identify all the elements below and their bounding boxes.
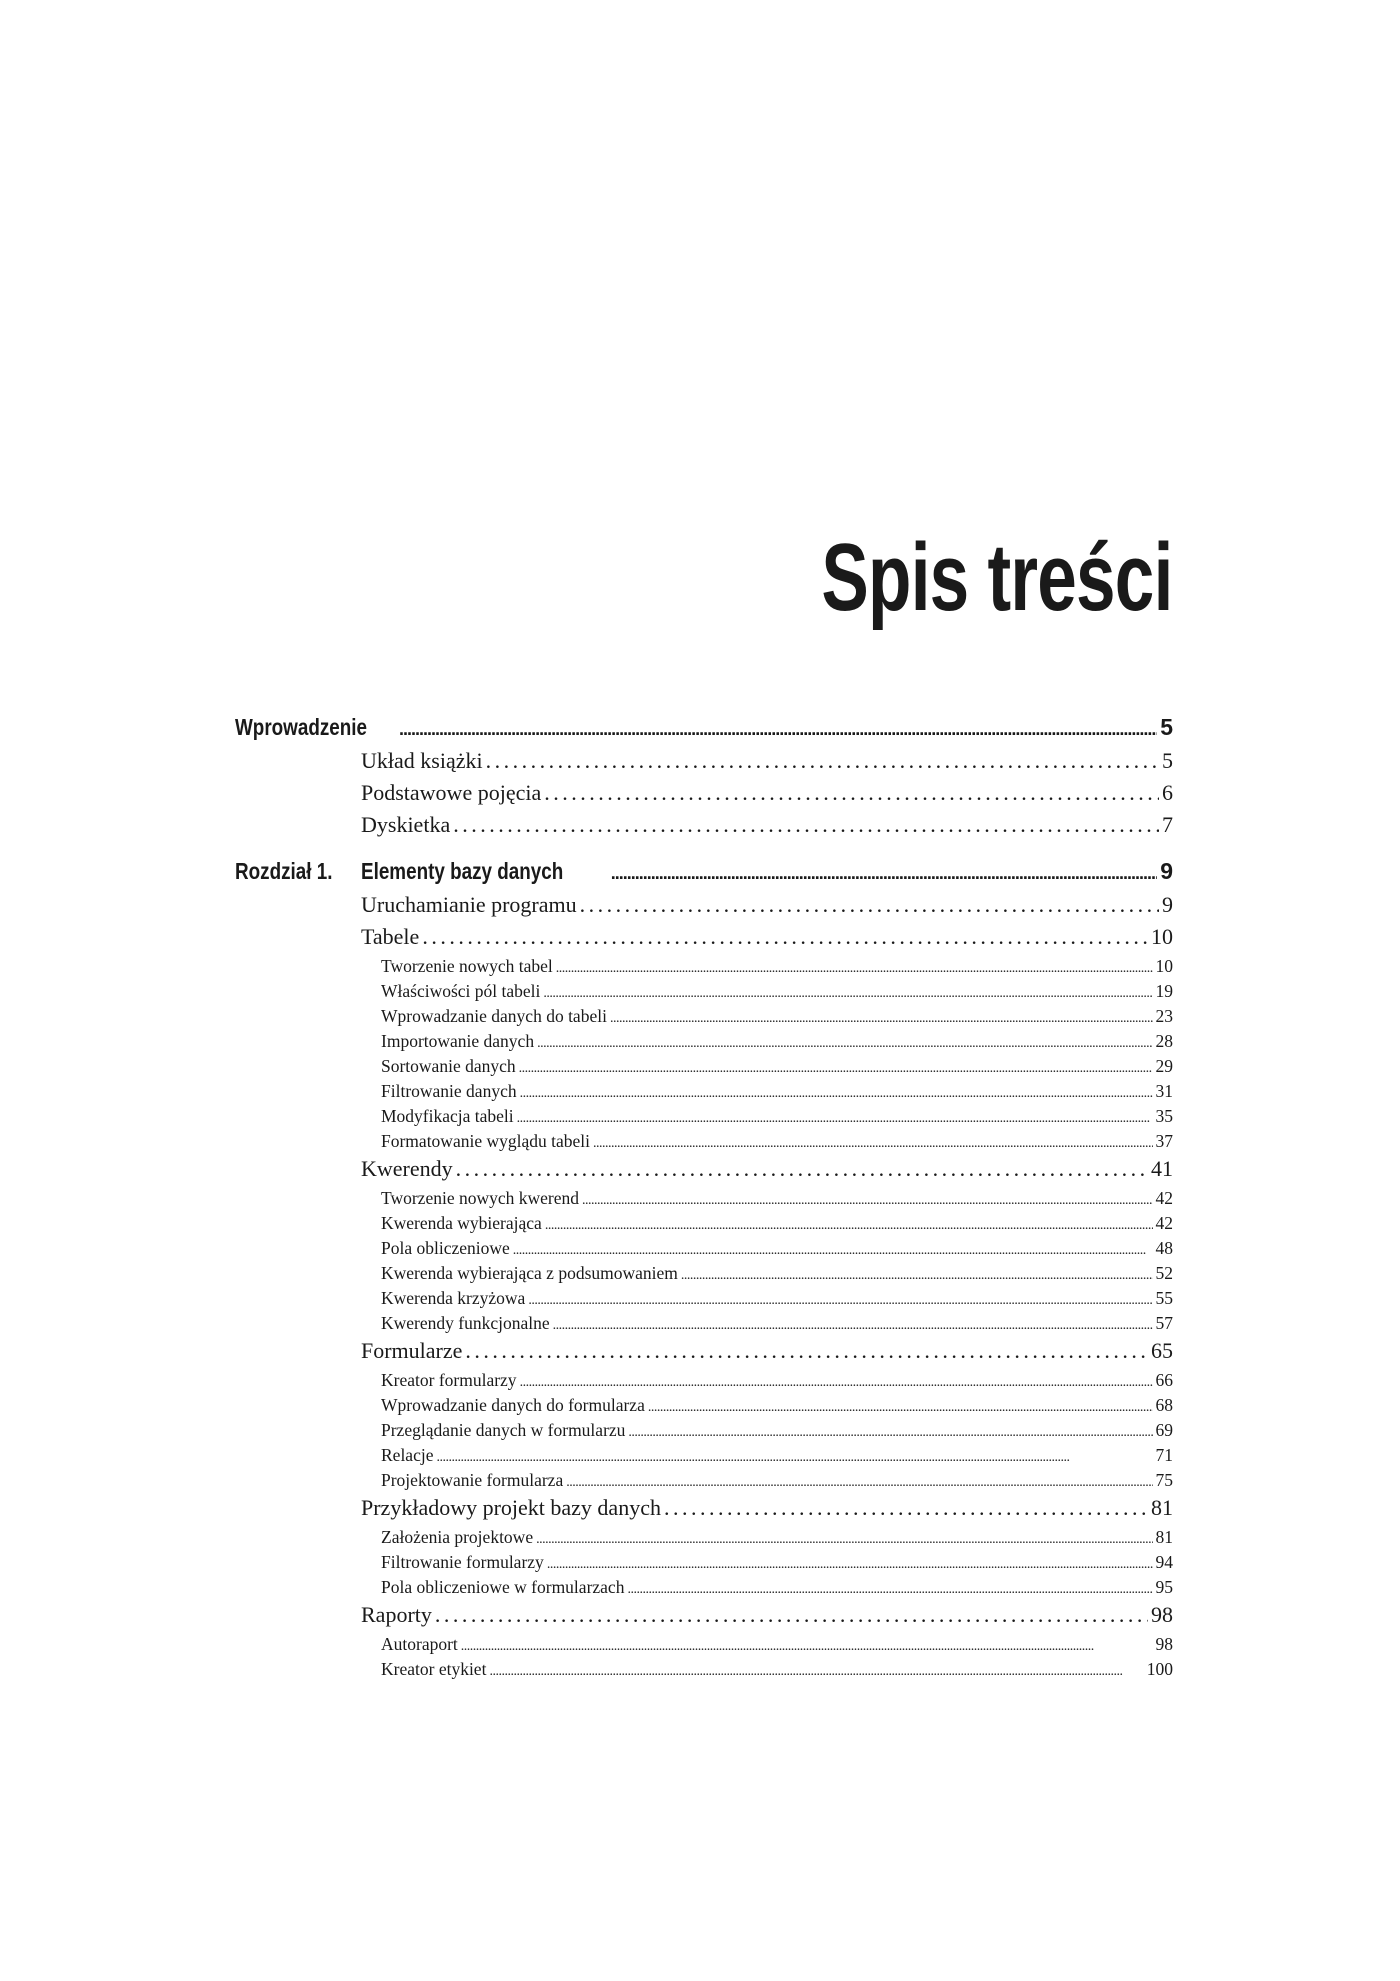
toc-entry-subsection[interactable] <box>235 1659 1173 1684</box>
dot-leader <box>536 1527 1152 1548</box>
toc-entry-page: 42 <box>1155 1213 1173 1233</box>
toc-entry-label: Kwerendy funkcjonalne <box>381 1313 550 1333</box>
dot-leader <box>435 1602 1148 1628</box>
dot-leader <box>593 1131 1153 1152</box>
toc-entry-label: Kreator etykiet <box>381 1659 487 1679</box>
toc-entry-subsection[interactable] <box>235 981 1173 1006</box>
toc-entry-subsection[interactable] <box>235 1263 1173 1288</box>
toc-entry-label: Właściwości pól tabeli <box>381 981 541 1001</box>
toc-entry-page: 23 <box>1155 1006 1173 1026</box>
toc-entry-label: Pola obliczeniowe w formularzach <box>381 1577 625 1597</box>
toc-entry-subsection[interactable] <box>235 1445 1173 1470</box>
dot-leader <box>582 1188 1152 1209</box>
toc-entry-page: 100 <box>1146 1659 1173 1679</box>
chapter-1-entries <box>235 892 1173 1684</box>
toc-entry-subsection[interactable] <box>235 1313 1173 1338</box>
dot-leader <box>566 1470 1152 1491</box>
toc-entry-label: Przeglądanie danych w formularzu <box>381 1420 626 1440</box>
toc-entry-page: 52 <box>1155 1263 1173 1283</box>
dot-leader <box>610 1006 1153 1027</box>
toc-entry-page: 28 <box>1155 1031 1173 1051</box>
toc-entry-label: Raporty <box>361 1602 432 1627</box>
toc-entry-section[interactable] <box>235 1156 1173 1188</box>
toc-entry-subsection[interactable] <box>235 1577 1173 1602</box>
toc-entry-subsection[interactable] <box>235 1188 1173 1213</box>
dot-leader <box>520 1370 1153 1391</box>
dot-leader <box>513 1238 1153 1259</box>
toc-entry-label: Projektowanie formularza <box>381 1470 564 1490</box>
toc-entry-page: 95 <box>1155 1577 1173 1597</box>
dot-leader <box>556 956 1153 977</box>
dot-leader <box>627 1577 1152 1598</box>
toc-entry-subsection[interactable] <box>235 1106 1173 1131</box>
dot-leader <box>486 748 1159 774</box>
page-title: Spis treści <box>821 524 1173 631</box>
toc-entry-section[interactable] <box>235 1602 1173 1634</box>
toc-entry-page: 68 <box>1155 1395 1173 1415</box>
toc-entry-page: 81 <box>1151 1495 1173 1520</box>
toc-entry-page: 41 <box>1151 1156 1173 1181</box>
toc-entry-label: Filtrowanie formularzy <box>381 1552 544 1572</box>
toc-entry-page: 55 <box>1155 1288 1173 1308</box>
dot-leader <box>489 1659 1143 1680</box>
toc-entry-label: Układ książki <box>361 748 483 773</box>
toc-entry-page: 5 <box>1162 748 1173 773</box>
toc-entry-section[interactable] <box>235 812 1173 844</box>
toc-entry-label: Wprowadzanie danych do tabeli <box>381 1006 607 1026</box>
toc-entry-label: Kreator formularzy <box>381 1370 517 1390</box>
toc-entry-page: 66 <box>1155 1370 1173 1390</box>
dot-leader <box>544 780 1159 806</box>
toc-entry-subsection[interactable] <box>235 1131 1173 1156</box>
toc-entry-page: 9 <box>1162 892 1173 917</box>
toc-entry-page: 69 <box>1155 1420 1173 1440</box>
toc-entry-page: 9 <box>1160 858 1173 884</box>
toc-entry-subsection[interactable] <box>235 1006 1173 1031</box>
dot-leader <box>628 1420 1152 1441</box>
toc-entry-label: Podstawowe pojęcia <box>361 780 542 805</box>
toc-entry-label: Dyskietka <box>361 812 451 837</box>
dot-leader <box>648 1395 1153 1416</box>
dot-leader <box>453 812 1159 838</box>
toc-entry-page: 98 <box>1155 1634 1173 1654</box>
toc-entry-label: Uruchamianie programu <box>361 892 577 917</box>
dot-leader <box>547 1552 1153 1573</box>
toc-entry-label: Relacje <box>381 1445 434 1465</box>
dot-leader <box>517 1106 1153 1127</box>
toc-entry-page: 5 <box>1160 714 1173 740</box>
toc-entry-page: 42 <box>1155 1188 1173 1208</box>
toc-entry-subsection[interactable] <box>235 1238 1173 1263</box>
toc-entry-section[interactable] <box>235 924 1173 956</box>
dot-leader <box>461 1634 1153 1655</box>
toc-entry-page: 19 <box>1155 981 1173 1001</box>
toc-entry-page: 7 <box>1162 812 1173 837</box>
toc-entry-introduction[interactable] <box>235 700 1173 748</box>
toc-entry-label: Tabele <box>361 924 420 949</box>
toc-entry-section[interactable] <box>235 1338 1173 1370</box>
dot-leader <box>528 1288 1152 1309</box>
toc-entry-page: 10 <box>1155 956 1173 976</box>
toc-entry-label: Pola obliczeniowe <box>381 1238 510 1258</box>
toc-entry-page: 10 <box>1151 924 1173 949</box>
toc-entry-subsection[interactable] <box>235 1395 1173 1420</box>
toc-entry-page: 81 <box>1155 1527 1173 1547</box>
dot-leader <box>664 1495 1148 1521</box>
toc-entry-page: 48 <box>1155 1238 1173 1258</box>
dot-leader <box>545 1213 1153 1234</box>
table-of-contents <box>235 700 1173 1684</box>
dot-leader <box>543 981 1152 1002</box>
toc-entry-label: Wprowadzanie danych do formularza <box>381 1395 645 1415</box>
dot-leader <box>553 1313 1153 1334</box>
toc-entry-page: 98 <box>1151 1602 1173 1627</box>
toc-entry-label: Formularze <box>361 1338 463 1363</box>
toc-entry-label: Wprowadzenie <box>235 714 368 740</box>
toc-entry-page: 6 <box>1162 780 1173 805</box>
toc-entry-subsection[interactable] <box>235 1552 1173 1577</box>
toc-entry-page: 75 <box>1155 1470 1173 1490</box>
toc-entry-page: 37 <box>1155 1131 1173 1151</box>
toc-entry-label: Autoraport <box>381 1634 458 1654</box>
toc-entry-label: Kwerenda wybierająca <box>381 1213 542 1233</box>
toc-entry-page: 71 <box>1155 1445 1173 1465</box>
dot-leader <box>399 714 1157 741</box>
toc-entry-page: 31 <box>1155 1081 1173 1101</box>
toc-entry-subsection[interactable] <box>235 1634 1173 1659</box>
toc-entry-label: Przykładowy projekt bazy danych <box>361 1495 661 1520</box>
toc-entry-label: Modyfikacja tabeli <box>381 1106 514 1126</box>
toc-entry-label: Sortowanie danych <box>381 1056 516 1076</box>
toc-entry-subsection[interactable] <box>235 1288 1173 1313</box>
toc-entry-section[interactable] <box>235 780 1173 812</box>
toc-entry-page: 94 <box>1155 1552 1173 1572</box>
dot-leader <box>580 892 1159 918</box>
dot-leader <box>681 1263 1153 1284</box>
toc-entry-section[interactable] <box>235 1495 1173 1527</box>
toc-entry-chapter-1[interactable] <box>235 844 1173 892</box>
toc-entry-subsection[interactable] <box>235 1031 1173 1056</box>
toc-entry-section[interactable] <box>235 892 1173 924</box>
toc-entry-label: Tworzenie nowych tabel <box>381 956 553 976</box>
toc-entry-page: 29 <box>1155 1056 1173 1076</box>
dot-leader <box>519 1056 1153 1077</box>
toc-entry-page: 65 <box>1151 1338 1173 1363</box>
toc-entry-subsection[interactable] <box>235 1370 1173 1395</box>
toc-entry-label: Elementy bazy danych <box>361 858 564 884</box>
chapter-number: Rozdział 1. <box>235 858 333 884</box>
toc-entry-label: Kwerenda wybierająca z podsumowaniem <box>381 1263 678 1283</box>
toc-entry-label: Formatowanie wyglądu tabeli <box>381 1131 590 1151</box>
toc-entry-subsection[interactable] <box>235 1056 1173 1081</box>
toc-entry-section[interactable] <box>235 748 1173 780</box>
dot-leader <box>537 1031 1152 1052</box>
toc-entry-subsection[interactable] <box>235 1420 1173 1445</box>
toc-entry-label: Tworzenie nowych kwerend <box>381 1188 580 1208</box>
toc-entry-subsection[interactable] <box>235 1470 1173 1495</box>
dot-leader <box>436 1445 1152 1466</box>
dot-leader <box>611 858 1158 885</box>
toc-entry-subsection[interactable] <box>235 1213 1173 1238</box>
toc-entry-label: Kwerendy <box>361 1156 453 1181</box>
toc-entry-subsection[interactable] <box>235 956 1173 981</box>
toc-entry-page: 57 <box>1155 1313 1173 1333</box>
toc-entry-label: Założenia projektowe <box>381 1527 534 1547</box>
toc-entry-subsection[interactable] <box>235 1081 1173 1106</box>
toc-entry-label: Filtrowanie danych <box>381 1081 517 1101</box>
dot-leader <box>465 1338 1148 1364</box>
dot-leader <box>520 1081 1153 1102</box>
toc-entry-label: Importowanie danych <box>381 1031 535 1051</box>
dot-leader <box>456 1156 1148 1182</box>
toc-entry-label: Kwerenda krzyżowa <box>381 1288 526 1308</box>
dot-leader <box>422 924 1148 950</box>
toc-entry-subsection[interactable] <box>235 1527 1173 1552</box>
toc-entry-page: 35 <box>1155 1106 1173 1126</box>
